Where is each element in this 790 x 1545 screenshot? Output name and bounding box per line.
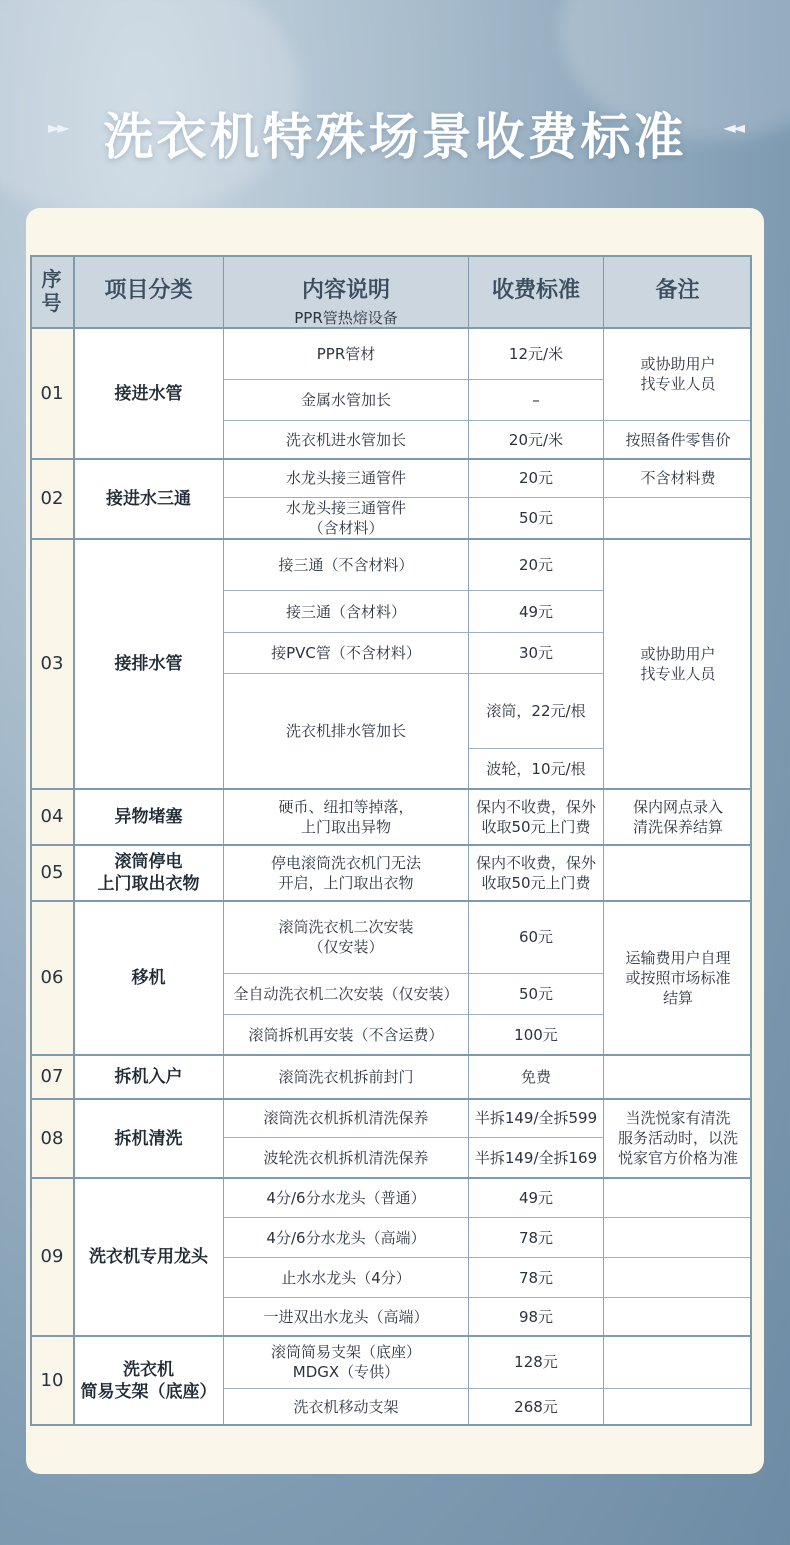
group-category: 拆机清洗 [74, 1099, 224, 1178]
content-cell: 滚筒洗衣机二次安装 （仅安装） [224, 901, 469, 974]
fee-cell: 保内不收费，保外 收取50元上门费 [469, 845, 604, 901]
header-num: 序 号 [30, 255, 74, 328]
content-cell: 止水水龙头（4分） [224, 1258, 469, 1298]
group-number: 06 [40, 967, 64, 988]
content-cell: 停电滚筒洗衣机门无法 开启，上门取出衣物 [224, 845, 469, 901]
content-cell: 水龙头接三通管件 （含材料） [224, 498, 469, 539]
content-cell: 接三通（含材料） [224, 591, 469, 633]
fee-cell: 50元 [469, 974, 604, 1015]
fee-cell: – [469, 380, 604, 421]
group-category: 接进水管 [74, 328, 224, 459]
table-rule [73, 255, 75, 1425]
content-cell: 4分/6分水龙头（高端） [224, 1218, 469, 1258]
table-rule [30, 1177, 752, 1179]
header-fee: 收费标准 [469, 255, 604, 328]
table-rule [30, 788, 752, 790]
left-arrows-icon: ►► [48, 118, 67, 137]
fee-cell: 50元 [469, 498, 604, 539]
fee-table [30, 255, 754, 1427]
note-cell: 或协助用户 找专业人员 [604, 539, 752, 789]
fee-cell: 滚筒，22元/根 [469, 674, 604, 749]
note-cell [604, 1258, 752, 1298]
content-cell: 波轮洗衣机拆机清洗保养 [224, 1138, 469, 1178]
group-number: 07 [40, 1066, 64, 1087]
content-cell: 滚筒拆机再安装（不含运费） [224, 1015, 469, 1055]
content-cell: 滚筒洗衣机拆前封门 [224, 1055, 469, 1099]
note-cell [604, 1218, 752, 1258]
group-category: 洗衣机专用龙头 [74, 1178, 224, 1336]
group-number: 04 [40, 806, 64, 827]
fee-cell: 20元/米 [469, 421, 604, 459]
content-cell: 金属水管加长 [224, 380, 469, 421]
group-category: 接进水三通 [74, 459, 224, 539]
fee-cell: 波轮，10元/根 [469, 749, 604, 789]
note-cell [604, 1178, 752, 1218]
fee-cell: 20元 [469, 539, 604, 591]
note-cell [604, 1389, 752, 1425]
content-cell: 接三通（不含材料） [224, 539, 469, 591]
table-rule [30, 1424, 752, 1426]
content-cell: 滚筒洗衣机拆机清洗保养 [224, 1099, 469, 1138]
fee-cell: 268元 [469, 1389, 604, 1425]
table-rule [30, 327, 752, 329]
note-cell [604, 1298, 752, 1336]
note-cell [604, 845, 752, 901]
fee-cell: 128元 [469, 1336, 604, 1389]
note-cell: 运输费用户自理 或按照市场标准 结算 [604, 901, 752, 1055]
table-rule [30, 1054, 752, 1056]
table-rule [30, 844, 752, 846]
table-rule [30, 1098, 752, 1100]
group-category: 滚筒停电 上门取出衣物 [74, 845, 224, 901]
fee-cell: 免费 [469, 1055, 604, 1099]
note-cell: 不含材料费 [604, 459, 752, 498]
fee-cell: 12元/米 [469, 328, 604, 380]
note-cell: 当洗悦家有清洗 服务活动时，以洗 悦家官方价格为准 [604, 1099, 752, 1178]
group-category: 洗衣机 简易支架（底座） [74, 1336, 224, 1425]
fee-cell: 20元 [469, 459, 604, 498]
table-rule [30, 255, 32, 1425]
note-cell [604, 1055, 752, 1099]
fee-cell: 100元 [469, 1015, 604, 1055]
header-category: 项目分类 [74, 255, 224, 328]
page-title: 洗衣机特殊场景收费标准 [103, 108, 687, 166]
right-arrows-icon: ◄◄ [723, 118, 742, 137]
group-number: 05 [40, 862, 64, 883]
fee-cell: 98元 [469, 1298, 604, 1336]
fee-cell: 78元 [469, 1258, 604, 1298]
fee-cell: 半拆149/全拆169 [469, 1138, 604, 1178]
group-number: 09 [40, 1246, 64, 1267]
group-number: 02 [40, 488, 64, 509]
note-cell [604, 1336, 752, 1389]
group-category: 拆机入户 [74, 1055, 224, 1099]
note-cell: 按照备件零售价 [604, 421, 752, 459]
content-cell: 洗衣机进水管加长 [224, 421, 469, 459]
content-cell: 水龙头接三通管件 [224, 459, 469, 498]
note-cell: 保内网点录入 清洗保养结算 [604, 789, 752, 845]
group-number: 01 [40, 382, 64, 404]
note-cell: 或协助用户 找专业人员 [604, 328, 752, 421]
content-cell: 全自动洗衣机二次安装（仅安装） [224, 974, 469, 1015]
table-rule [30, 538, 752, 540]
table-rule [30, 900, 752, 902]
content-cell: 接PVC管（不含材料） [224, 633, 469, 674]
fee-cell: 49元 [469, 1178, 604, 1218]
content-cell: PPR管材 [224, 328, 469, 380]
fee-cell: 60元 [469, 901, 604, 974]
table-rule [30, 255, 752, 257]
group-category: 移机 [74, 901, 224, 1055]
fee-cell: 49元 [469, 591, 604, 633]
content-cell: 一进双出水龙头（高端） [224, 1298, 469, 1336]
group-number: 08 [40, 1127, 64, 1149]
page-header [0, 88, 790, 178]
group-category: 异物堵塞 [74, 789, 224, 845]
content-cell: 硬币、纽扣等掉落， 上门取出异物 [224, 789, 469, 845]
content-cell: 4分/6分水龙头（普通） [224, 1178, 469, 1218]
content-cell: 洗衣机排水管加长 [224, 674, 469, 789]
content-cell: 滚筒简易支架（底座） MDGX（专供） [224, 1336, 469, 1389]
group-number: 10 [40, 1369, 64, 1391]
table-rule [30, 1335, 752, 1337]
fee-cell: 半拆149/全拆599 [469, 1099, 604, 1138]
note-cell [604, 498, 752, 539]
fee-cell: 78元 [469, 1218, 604, 1258]
group-category: 接排水管 [74, 539, 224, 789]
table-rule [750, 255, 752, 1425]
header-content: 内容说明 [224, 255, 469, 328]
header-note: 备注 [604, 255, 752, 328]
table-rule [30, 458, 752, 460]
content-cell: 洗衣机移动支架 [224, 1389, 469, 1425]
fee-cell: 30元 [469, 633, 604, 674]
fee-cell: 保内不收费，保外 收取50元上门费 [469, 789, 604, 845]
group-number: 03 [40, 653, 64, 674]
